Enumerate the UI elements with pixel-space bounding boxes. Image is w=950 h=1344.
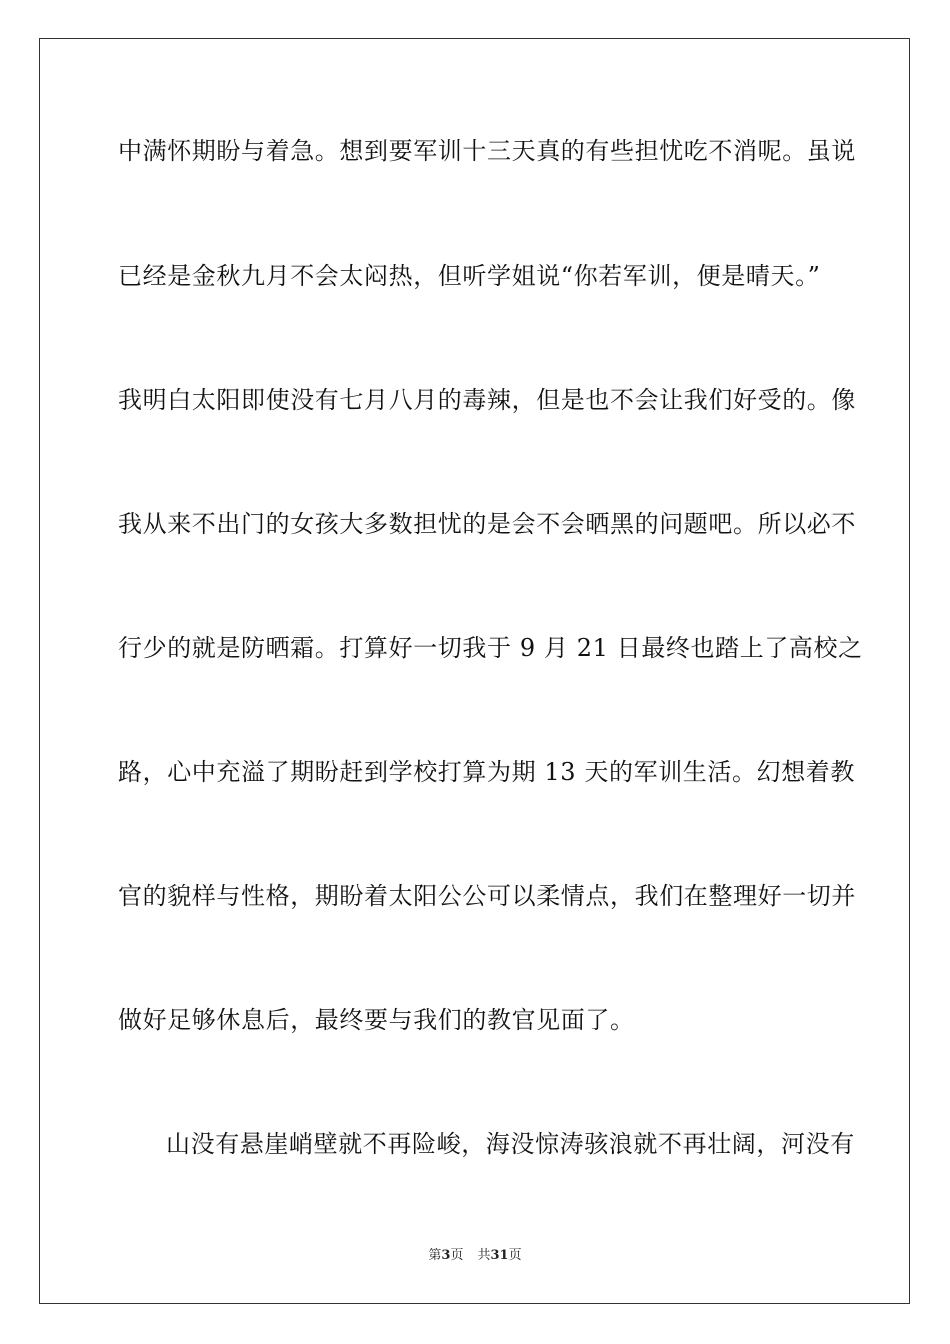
text-line-5: 行少的就是防晒霜。打算好一切我于 9 月 21 日最终也踏上了高校之 — [118, 634, 863, 662]
footer-total-prefix: 共 — [477, 1248, 491, 1263]
footer-total-pages: 31 — [490, 1248, 509, 1263]
text-line-3: 我明白太阳即使没有七月八月的毒辣，但是也不会让我们好受的。像 — [118, 386, 856, 414]
text-line-4: 我从来不出门的女孩大多数担忧的是会不会晒黑的问题吧。所以必不 — [118, 510, 856, 538]
footer-page-suffix: 页 — [450, 1248, 464, 1263]
page-border — [39, 38, 910, 1304]
text-line-2: 已经是金秋九月不会太闷热，但听学姐说“你若军训，便是晴天。” — [118, 262, 821, 290]
text-line-6: 路，心中充溢了期盼赶到学校打算为期 13 天的军训生活。幻想着教 — [118, 758, 855, 786]
text-line-1: 中满怀期盼与着急。想到要军训十三天真的有些担忧吃不消呢。虽说 — [118, 137, 856, 165]
text-line-7: 官的貌样与性格，期盼着太阳公公可以柔情点，我们在整理好一切并 — [118, 882, 856, 910]
footer-total-suffix: 页 — [508, 1248, 522, 1263]
footer-page-number: 3 — [441, 1248, 451, 1263]
page-footer — [0, 1247, 950, 1265]
footer-page-prefix: 第 — [428, 1248, 442, 1263]
text-line-8: 做好足够休息后，最终要与我们的教官见面了。 — [118, 1006, 635, 1034]
paragraph-start-line: 山没有悬崖峭壁就不再险峻，海没惊涛骇浪就不再壮阔，河没有 — [166, 1130, 855, 1158]
